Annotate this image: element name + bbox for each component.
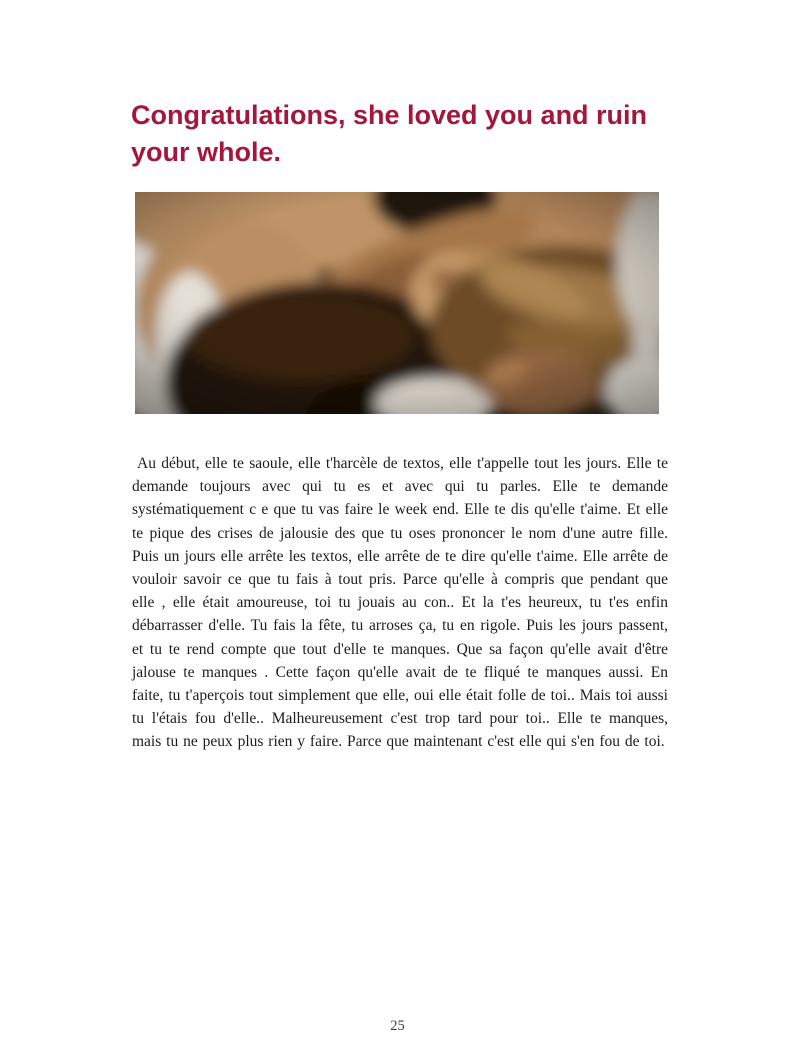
- article-content: [131, 0, 668, 754]
- body-paragraph: Au début, elle te saoule, elle t'harcèle de textos, elle t'appelle tout les jours. Elle te demande toujours avec qui tu es et avec qui tu parles. Elle te demande systématiquement c e que tu vas faire le week end. Elle te dis qu'elle t'aime. Et elle te pique des crises de jalousie des que tu oses prononcer le nom d'une autre fille. Puis un jours elle arrête les textos, elle arrête de te dire qu'elle t'aime. Elle arrête de vouloir savoir ce que tu fais à tout pris. Parce qu'elle à compris que pendant que elle , elle était amoureuse, toi tu jouais au con.. Et la t'es heureux, tu t'es enfin débarrasser d'elle. Tu fais la fête, tu arroses ça, tu en rigole. Puis les jours passent, et tu te rend compte que tout d'elle te manques. Que sa façon qu'elle avait d'être jalouse te manques . Cette façon qu'elle avait de te fliqué te manques aussi. En faite, tu t'aperçois tout simplement que elle, oui elle était folle de toi.. Mais toi aussi tu l'étais fou d'elle.. Malheureusement c'est trop tard pour toi.. Elle te manques, mais tu ne peux plus rien y faire. Parce que maintenant c'est elle qui s'en fou de toi.: [132, 455, 668, 751]
- page-title: Congratulations, she loved you and ruin your whole.: [131, 100, 648, 167]
- couple-photo-image: [135, 192, 659, 414]
- article-figure: [135, 192, 659, 414]
- page-number: 25: [390, 1018, 405, 1034]
